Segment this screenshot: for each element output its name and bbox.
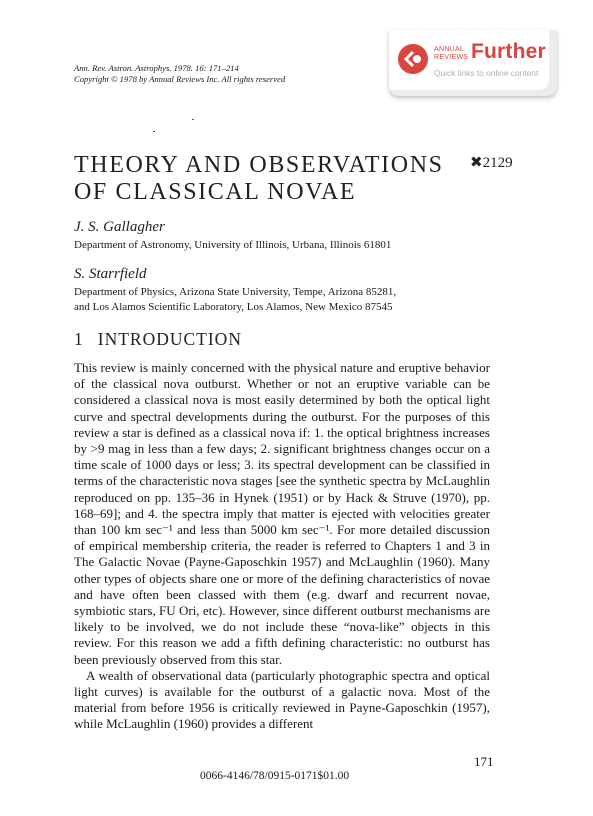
author-affiliation: and Los Alamos Scientific Laboratory, Los Alamos, New Mexico 87545 — [74, 301, 393, 313]
banner-annual-reviews-text: ANNUAL REVIEWS — [434, 46, 469, 61]
journal-citation: Ann. Rev. Astron. Astrophys. 1978. 16: 171–214 — [74, 63, 239, 73]
banner-subtitle: Quick links to online content — [434, 68, 539, 78]
section-number: 1 — [74, 329, 84, 349]
author-affiliation: Department of Physics, Arizona State University, Tempe, Arizona 85281, — [74, 286, 397, 298]
article-body — [74, 360, 490, 733]
scan-artifact-dot — [153, 131, 155, 132]
body-paragraph: A wealth of observational data (particularly photographic spectra and optical light curves) is available for the outburst of a galactic nova. Most of the material from before 1956 is critically reviewed in Payne-Gaposchkin (1957), while McLaughlin (1960) provides a different — [74, 667, 490, 732]
section-heading — [74, 329, 242, 350]
author-name: S. Starrfield — [74, 266, 147, 282]
author-affiliation: Department of Astronomy, University of Illinois, Urbana, Illinois 61801 — [74, 239, 392, 251]
banner-further-text: Further — [471, 40, 546, 63]
article-title: THEORY AND OBSERVATIONS OF CLASSICAL NOVAE — [74, 152, 444, 205]
copyright-notice: Copyright © 1978 by Annual Reviews Inc. All rights reserved — [74, 74, 286, 84]
footer-code: 0066-4146/78/0915-0171$01.00 — [200, 770, 350, 782]
annual-reviews-further-banner[interactable] — [389, 30, 557, 96]
body-paragraph: This review is mainly concerned with the physical nature and eruptive behavior of the classical nova outburst. Whether or not an eruptive variable can be considered a classical nova is most easily determined by both the optical light curve and spectral developments during the outburst. For the purposes of this review a star is defined as a classical nova if: 1. the optical brightness increases by >9 mag in less than a few days; 2. significant brightness changes occur on a time scale of 1000 days or less; 3. its spectral development can be classified in terms of the characteristic nova stages [see the synthetic spectra by McLaughlin reproduced on pp. 135–36 in Hynek (1951) or by Hack & Struve (1970), pp. 168–69]; and 4. the spectra imply that matter is ejected with velocities greater than 100 km sec⁻¹ and less than 5000 km sec⁻¹. For more detailed discussion of empirical membership criteria, the reader is referred to Chapters 1 and 3 in The Galactic Novae (Payne-Gaposchkin 1957) and McLaughlin (1960). Many other types of objects share one or more of the defining characteristics of novae and have often been classed with them (e.g. dwarf and recurrent novae, symbiotic stars, FU Ori, etc). However, since different outburst mechanisms are likely to be involved, we do not include these “nova-like” objects in this review. For this reason we add a fifth defining characteristic: no outburst has been previously observed from this star. — [74, 360, 490, 667]
article-code: ✖2129 — [470, 155, 513, 171]
author-name: J. S. Gallagher — [74, 219, 165, 235]
page-number: 171 — [474, 754, 494, 769]
scan-artifact-dot — [192, 119, 194, 120]
section-title: INTRODUCTION — [97, 329, 242, 349]
annual-reviews-logo-icon — [398, 44, 428, 74]
